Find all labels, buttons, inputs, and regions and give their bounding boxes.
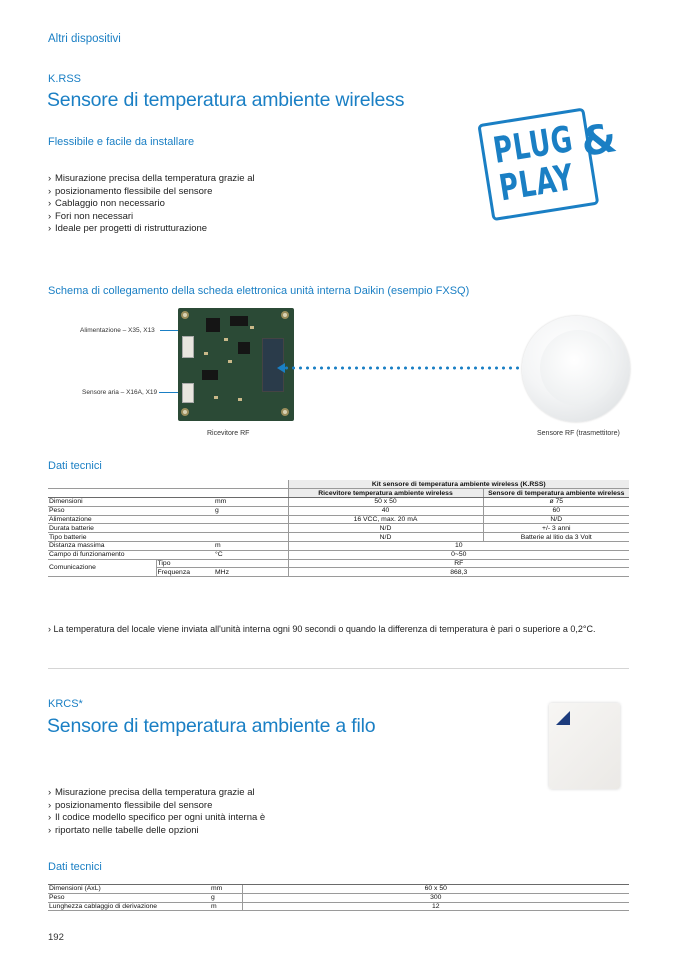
row-label: Dimensioni (AxL) [48,885,210,894]
wireless-sensor-image [522,316,630,422]
row-label: Peso [48,893,210,902]
row-value-merged: RF [288,559,629,568]
table-header-row [48,480,629,489]
table-header-row [48,489,629,498]
tech-title-krss: Dati tecnici [48,460,102,472]
row-value-sensor: +/- 3 anni [483,524,629,533]
mount-hole [181,311,189,319]
smd-part [214,396,218,399]
row-value-receiver: 16 VCC, max. 20 mA [288,515,483,524]
row-label: Tipo batterie [48,533,210,542]
row-unit: g [210,893,242,902]
row-value: 60 x 50 [242,885,629,894]
kit-header: Kit sensore di temperatura ambiente wireless (K.RSS) [288,480,629,489]
row-value-sensor: N/D [483,515,629,524]
row-value: 300 [242,893,629,902]
row-value: 12 [242,902,629,911]
product-title-krss: Sensore di temperatura ambiente wireless [47,89,405,111]
list-item: › Misurazione precisa della temperatura grazie al [48,787,308,800]
daikin-logo-icon [556,711,570,725]
row-label: Peso [48,506,210,515]
row-unit: mm [210,885,242,894]
smd-part [250,326,254,329]
feature-list-krss [48,173,308,236]
list-item: › posizionamento flessibile del sensore [48,186,308,199]
row-sublabel: Frequenza [156,568,210,577]
table-row [48,559,629,568]
wired-sensor-image [549,703,620,789]
mount-hole [181,408,189,416]
row-unit [210,533,288,542]
list-item: › Il codice modello specifico per ogni unità interna è [48,812,308,825]
smd-part [238,398,242,401]
smd-part [228,360,232,363]
row-value-merged: 868,3 [288,568,629,577]
list-item: › Ideale per progetti di ristrutturazione [48,223,308,236]
row-unit [210,559,288,568]
row-unit [210,524,288,533]
label-power: Alimentazione – X35, X13 [80,327,155,334]
row-label: Durata batterie [48,524,210,533]
list-item: › Fori non necessari [48,211,308,224]
caption-sensor: Sensore RF (trasmettitore) [537,430,620,437]
row-value-merged: 10 [288,542,629,551]
list-item: › Misurazione precisa della temperatura grazie al [48,173,308,186]
page-number: 192 [48,932,64,943]
stamp-plug-text: PLUG [490,118,576,172]
note-text [48,624,596,634]
row-label: Distanza massima [48,542,210,551]
row-label: Campo di funzionamento [48,550,210,559]
table-row [48,498,629,507]
row-value-receiver: N/D [288,524,483,533]
product-code-krcs: KRCS* [48,698,83,710]
row-label: Alimentazione [48,515,210,524]
table-row [48,550,629,559]
section-divider [48,668,629,669]
wireless-signal-dotted-line [283,366,528,370]
list-item: › Cablaggio non necessario [48,198,308,211]
row-label-communication: Comunicazione [48,559,156,577]
table-row [48,885,629,894]
caption-receiver: Ricevitore RF [207,430,250,437]
plug-and-play-stamp [476,95,630,227]
row-value-receiver: 40 [288,506,483,515]
row-unit: g [210,506,288,515]
ic-chip [230,316,248,326]
label-air: Sensore aria – X16A, X19 [82,389,158,396]
column-header-sensor: Sensore di temperatura ambiente wireless [483,489,629,498]
product-subtitle-krss: Flessibile e facile da installare [48,136,195,148]
stamp-play-text: PLAY [496,157,577,210]
row-unit: m [210,902,242,911]
tech-table-krss [48,480,629,577]
section-title: Altri dispositivi [48,33,121,45]
table-row [48,542,629,551]
ic-chip [238,342,250,354]
smd-part [204,352,208,355]
row-unit: MHz [210,568,288,577]
ic-chip [206,318,220,332]
row-value-sensor: ø 75 [483,498,629,507]
tech-table-krcs [48,884,629,911]
row-value-merged: 0~50 [288,550,629,559]
mount-hole [281,311,289,319]
ic-chip [202,370,218,380]
table-row [48,524,629,533]
row-label: Lunghezza cablaggio di derivazione [48,902,210,911]
row-unit: °C [210,550,288,559]
sensor-face [540,330,616,406]
connector [182,336,194,358]
feature-list-krcs [48,787,308,837]
table-row [48,533,629,542]
connector [182,383,194,403]
row-sublabel: Tipo [156,559,210,568]
product-title-krcs: Sensore di temperatura ambiente a filo [47,715,376,737]
note-chevron: › [48,624,54,634]
table-row [48,902,629,911]
row-value-sensor: Batterie al litio da 3 Volt [483,533,629,542]
row-unit: m [210,542,288,551]
column-header-receiver: Ricevitore temperatura ambiente wireless [288,489,483,498]
row-label: Dimensioni [48,498,210,507]
table-row [48,515,629,524]
row-value-receiver: N/D [288,533,483,542]
smd-part [224,338,228,341]
list-item: › posizionamento flessibile del sensore [48,800,308,813]
table-row [48,893,629,902]
row-unit [210,515,288,524]
row-value-receiver: 50 x 50 [288,498,483,507]
list-item: › riportato nelle tabelle delle opzioni [48,825,308,838]
stamp-ampersand: & [577,115,620,167]
mount-hole [281,408,289,416]
product-code-krss: K.RSS [48,73,82,85]
note-body: La temperatura del locale viene inviata all'unità interna ogni 90 secondi o quando la differenza di temperatura è pari o superiore a 0,2°C. [53,624,596,634]
row-unit: mm [210,498,288,507]
tech-title-krcs: Dati tecnici [48,861,102,873]
table-row [48,506,629,515]
row-value-sensor: 60 [483,506,629,515]
schema-title: Schema di collegamento della scheda elettronica unità interna Daikin (esempio FXSQ) [48,285,470,297]
